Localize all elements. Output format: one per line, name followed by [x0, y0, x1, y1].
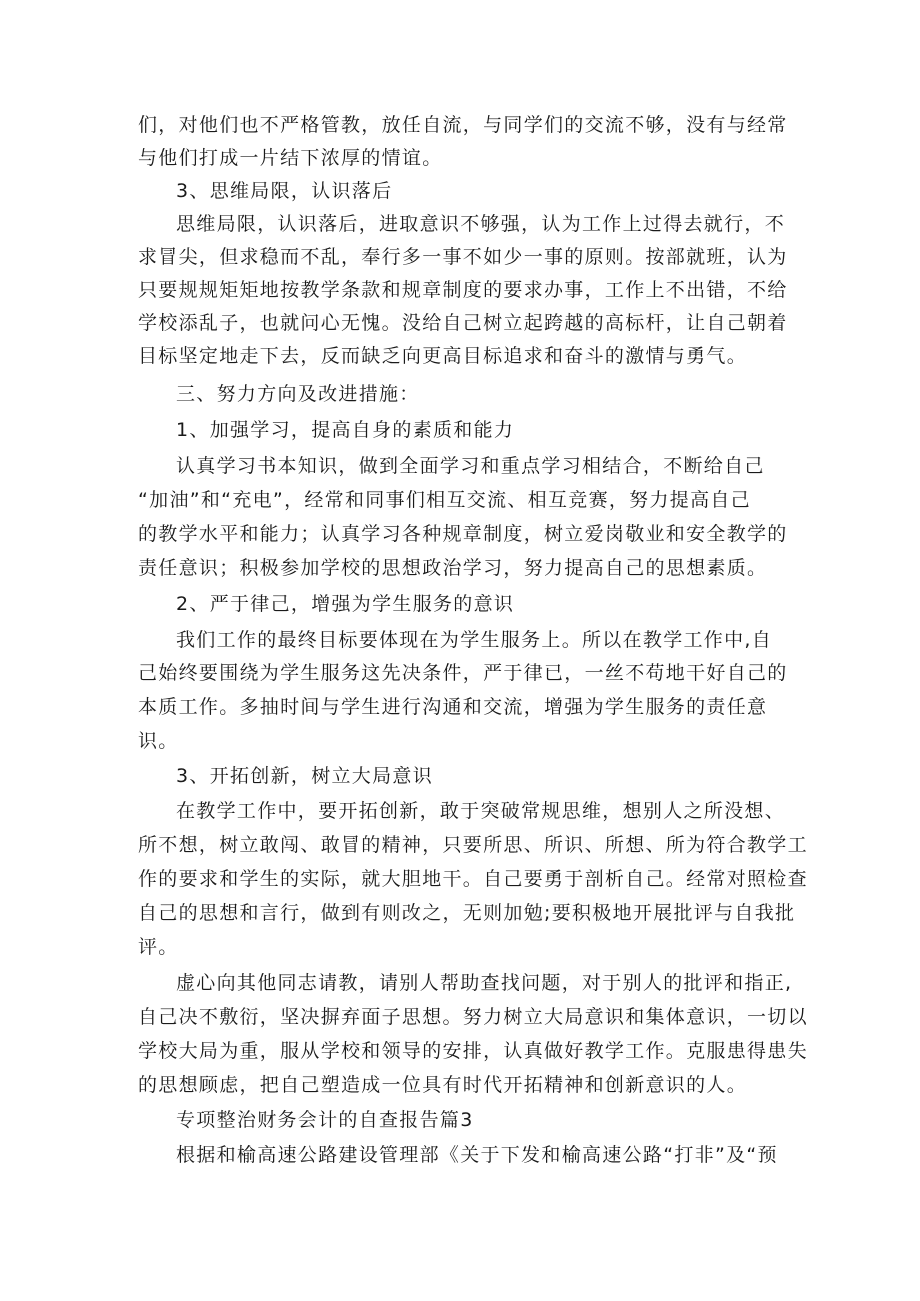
- text-line: 虚心向其他同志请教，请别人帮助查找问题，对于别人的批评和指正,: [176, 972, 793, 994]
- text-line: 的思想顾虑，把自己塑造成一位具有时代开拓精神和创新意识的人。: [138, 1074, 748, 1096]
- text-line: 我们工作的最终目标要体现在为学生服务上。所以在教学工作中,自: [176, 629, 773, 651]
- text-line: 学校添乱子，也就问心无愧。没给自己树立起跨越的高标杆，让自己朝着: [138, 312, 788, 334]
- section-heading: 1、加强学习，提高自身的素质和能力: [176, 419, 515, 441]
- text-line: 在教学工作中，要开拓创新，敢于突破常规思维，想别人之所没想、: [176, 800, 786, 822]
- section-heading: 2、严于律己，增强为学生服务的意识: [176, 593, 515, 615]
- text-line: 只要规规矩矩地按教学条款和规章制度的要求办事，工作上不出错，不给: [138, 279, 788, 301]
- report-title: 专项整治财务会计的自查报告篇3: [176, 1109, 474, 1131]
- text-line: 所不想，树立敢闯、敢冒的精神，只要所思、所识、所想、所为符合教学工: [138, 834, 808, 856]
- section-heading: 3、开拓创新，树立大局意识: [176, 765, 433, 787]
- text-line: 目标坚定地走下去，反而缺乏向更高目标追求和奋斗的激情与勇气。: [138, 345, 748, 367]
- text-line: 认真学习书本知识，做到全面学习和重点学习相结合，不断给自己: [176, 455, 765, 477]
- text-line: 责任意识；积极参加学校的思想政治学习，努力提高自己的思想素质。: [138, 557, 768, 579]
- text-line: 识。: [138, 730, 179, 752]
- text-line: 评。: [138, 936, 179, 958]
- text-line: 本质工作。多抽时间与学生进行沟通和交流，增强为学生服务的责任意: [138, 696, 768, 718]
- text-line: “加油”和“充电”，经常和同事们相互交流、相互竞赛，努力提高自己: [138, 489, 751, 511]
- text-line: 己始终要围绕为学生服务这先决条件，严于律已，一丝不苟地干好自己的: [138, 662, 788, 684]
- text-line: 求冒尖，但求稳而不乱，奉行多一事不如少一事的原则。按部就班，认为: [138, 246, 788, 268]
- text-line: 自己的思想和言行，做到有则改之，无则加勉;要积极地开展批评与自我批: [138, 902, 796, 924]
- text-line: 与他们打成一片结下浓厚的情谊。: [138, 147, 443, 169]
- text-line: 自己决不敷衍，坚决摒弃面子思想。努力树立大局意识和集体意识，一切以: [138, 1006, 808, 1028]
- section-heading: 3、思维局限，认识落后: [176, 180, 393, 202]
- text-line: 作的要求和学生的实际，就大胆地干。自己要勇于剖析自己。经常对照检查: [138, 868, 808, 890]
- text-line: 根据和榆高速公路建设管理部《关于下发和榆高速公路“打非”及“预: [176, 1144, 778, 1166]
- section-heading: 三、努力方向及改进措施：: [176, 383, 420, 405]
- text-line: 们，对他们也不严格管教，放任自流，与同学们的交流不够，没有与经常: [138, 114, 788, 136]
- text-line: 思维局限，认识落后，进取意识不够强，认为工作上过得去就行，不: [176, 213, 786, 235]
- text-line: 学校大局为重，服从学校和领导的安排，认真做好教学工作。克服患得患失: [138, 1040, 808, 1062]
- text-line: 的教学水平和能力；认真学习各种规章制度，树立爱岗敬业和安全教学的: [138, 523, 788, 545]
